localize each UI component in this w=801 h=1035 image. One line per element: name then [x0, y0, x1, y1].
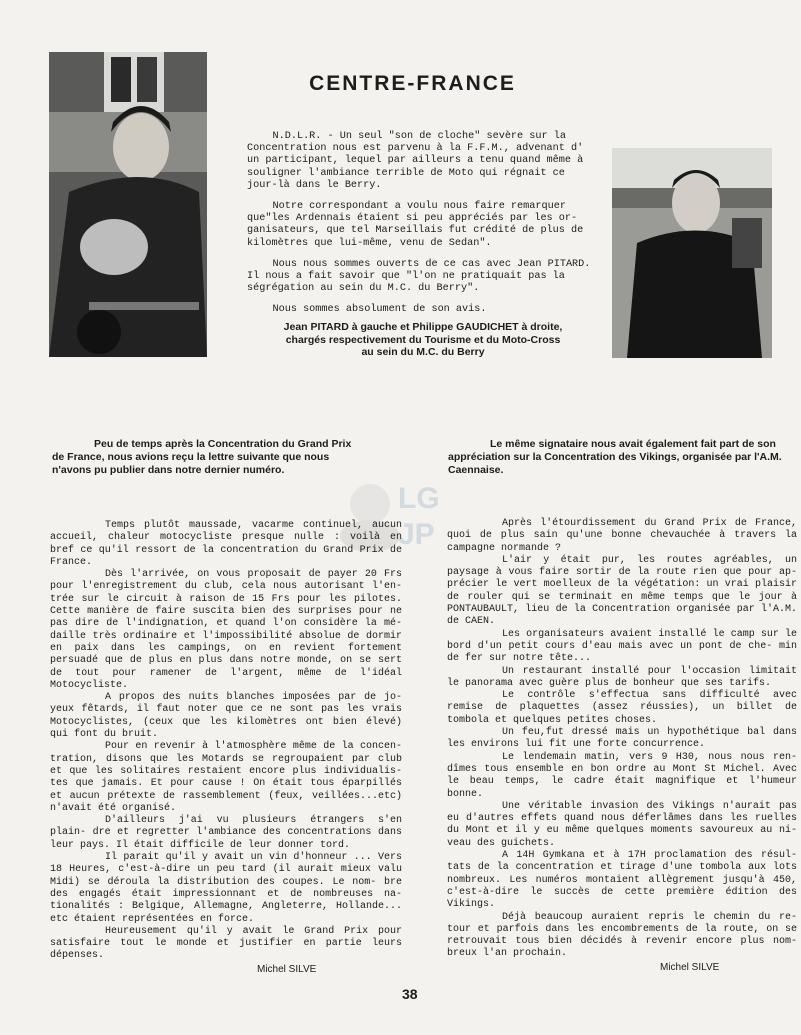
- svg-text:JP: JP: [398, 518, 435, 551]
- editor-note-paragraph: Nous nous sommes ouverts de ce cas avec Jean PITARD. Il nous a fait savoir que "l'on ne pratiquait pas la ségrégation au sein du M.C. du Berry".: [247, 258, 591, 295]
- letter-paragraph: D'ailleurs j'ai vu plusieurs étrangers s'en plain- dre et regretter l'ambiance des concentrations dans leur pays. Il était difficile de leur donner tord.: [50, 815, 402, 851]
- letter-paragraph: Déjà beaucoup auraient repris le chemin du re- tour et parfois dans les encombrements de la route, on se retrouvait tous bien décidés à revenir encore plus nom- breux l'an prochain.: [447, 911, 797, 960]
- photo-jean-pitard: [49, 52, 207, 357]
- letter-paragraph: Un restaurant installé pour l'occasion limitait le panorama avec guère plus de bonheur que ses tarifs.: [447, 665, 797, 689]
- photo-caption: [247, 321, 599, 359]
- letter-paragraph: Heureusement qu'il y avait le Grand Prix pour satisfaire tout le monde et justifier en partie leurs dépenses.: [50, 925, 402, 962]
- letter-paragraph: A propos des nuits blanches imposées par de jo- yeux fêtards, il faut noter que ce ne sont pas les vrais Motocyclistes, (ceux que les kilomètres ont bien élevé) qui font du bruit.: [50, 692, 402, 741]
- letter-paragraph: Dès l'arrivée, on vous proposait de payer 20 Frs pour l'enregistrement du club, cela nous autorisant l'en- trée sur le circuit à raison de 15 Frs pour les pilotes. Cette manière de faire suscita bien des surprises pour ne pas dire de l'indignation, et quand l'on considère la mé- daille très ordinaire et l'impossibilité absolue de dormir en paix dans les campings, on en revient fortement persuadé que de plus en plus dans notre monde, on se sert de tout pour ramener de l'argent, même de l'idéal Motocycliste.: [50, 569, 402, 691]
- letter-paragraph: A 14H Gymkana et à 17H proclamation des résul- tats de la concentration et tirage d'une tombola aux lots nombreux. Les numéros montaient allègrement jusqu'à 450, c'est-à-dire le succès de cette première édition des Vikings.: [447, 850, 797, 911]
- editor-note: [247, 131, 599, 326]
- letter-grand-prix: [50, 520, 402, 963]
- letter-paragraph: Pour en revenir à l'atmosphère même de la concen- tration, disons que les Motards se regroupaient par club et que les solitaires restaient encore plus individualis- tes que jamais. Et pour cause ! On était tous éparpillés et aucun prétexte de rassemblement (feux, veillées...etc) n'avait été organisé.: [50, 741, 402, 814]
- letter-paragraph: Il parait qu'il y avait un vin d'honneur ... Vers 18 Heures, c'est-à-dire un peu tard (il aurait mieux valu Midi) se déroula la distribution des coupes. Le nom- bre des engagés était impressionnant et de nombreuses na- tionalités : Belgique, Allemagne, Angleterre, Hollande... etc étaient représentées en force.: [50, 852, 402, 925]
- letter-vikings: [447, 518, 797, 961]
- letter-paragraph: Temps plutôt maussade, vacarme continuel, aucun accueil, chaleur motocycliste presque nulle : voilà en bref ce qu'il ressort de la concentration du Grand Prix de France.: [50, 520, 402, 568]
- letter-paragraph: L'air y était pur, les routes agréables, un paysage à vous faire sortir de la route rien que pour ap- précier le vert moelleux de la végétation: un vrai plaisir de rouler qui se terminait en même temps que le jour à PONTAUBAULT, lieu de la Concentration organisée par l'A.M. de CAEN.: [447, 554, 797, 628]
- photo-philippe-gaudichet: [612, 148, 772, 358]
- caption-line: chargés respectivement du Tourisme et du Moto-Cross: [285, 333, 561, 346]
- page-title: CENTRE-FRANCE: [309, 72, 516, 95]
- signature-right: Michel SILVE: [660, 962, 720, 973]
- letter-paragraph: Le lendemain matin, vers 9 H30, nous nous ren- dîmes tous ensemble en bon ordre au Mont St Michel. Avec le beau temps, le cadre était magnifique et l'humeur bonne.: [447, 751, 797, 800]
- svg-text:LG: LG: [398, 482, 440, 515]
- letter-paragraph: Une véritable invasion des Vikings n'aurait pas eu d'autres effets quand nous déferlâmes dans les ruelles du Mont et il y eu même quelques moments savoureux au ni- veau des guichets.: [447, 800, 797, 849]
- caption-line: au sein du M.C. du Berry: [361, 346, 485, 358]
- editor-note-paragraph: N.D.L.R. - Un seul "son de cloche" sevère sur la Concentration nous est parvenu à la F.F.M., advenant d' un participant, lequel par ailleurs a tenu quand même à souligner l'ambiance terrible de Moto qui régnait ce jour-là dans le Berry.: [247, 131, 584, 191]
- letter-paragraph: Le contrôle s'effectua sans difficulté avec remise de plaquettes (assez réussies), un billet de tombola et quelques petites choses.: [447, 690, 797, 726]
- letter-paragraph: Les organisateurs avaient installé le camp sur le bord d'un petit cours d'eau mais avec un pont de che- min de fer sur notre tête...: [447, 628, 797, 665]
- caption-line: Jean PITARD à gauche et Philippe GAUDICHET à droite,: [283, 321, 563, 333]
- page-number: 38: [402, 986, 418, 1002]
- intro-lead-left: Peu de temps après la Concentration du Grand Prix de France, nous avions reçu la lettre suivante que nous n'avons pu publier dans notre dernier numéro.: [52, 438, 352, 476]
- editor-note-paragraph: Notre correspondant a voulu nous faire remarquer que"les Ardennais étaient si peu appréciés par les or- ganisateurs, que tel Marseillais fut crédité de plus de kilomètres que lui-même, venu de Sedan".: [247, 201, 584, 249]
- letter-paragraph: Après l'étourdissement du Grand Prix de France, quoi de plus sain qu'une bonne chevauchée à travers la campagne normande ?: [447, 518, 797, 554]
- letter-paragraph: Un feu,fut dressé mais un hypothétique bal dans les environs lui fit une forte concurrence.: [447, 727, 797, 751]
- signature-left: Michel SILVE: [257, 964, 317, 975]
- editor-note-paragraph: Nous sommes absolument de son avis.: [272, 304, 487, 316]
- intro-lead-right: Le même signataire nous avait également fait part de son appréciation sur la Concentration des Vikings, organisée par l'A.M. Caennaise.: [448, 438, 782, 476]
